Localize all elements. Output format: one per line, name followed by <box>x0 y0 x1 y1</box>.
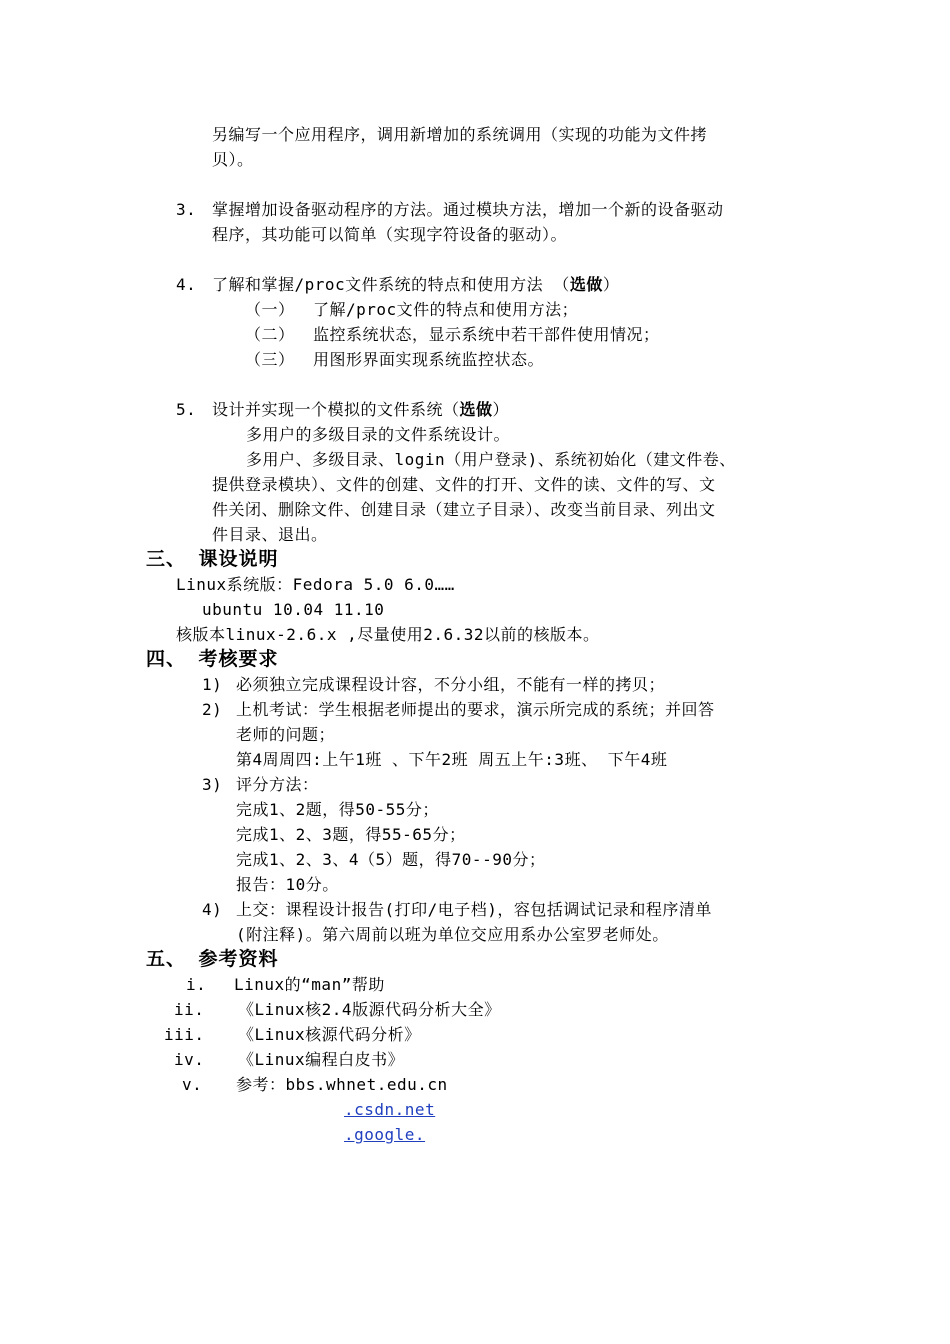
item4-sub1-number: （一） <box>245 300 295 319</box>
section3-line2: ubuntu 10.04 11.10 <box>202 600 385 619</box>
section4-item4-number: 4) <box>202 900 223 919</box>
section4-item3-line1: 评分方法： <box>236 775 319 794</box>
reference3-number: iii. <box>164 1025 205 1044</box>
section3-line1: Linux系统版：Fedora 5.0 6.0…… <box>176 575 455 594</box>
item3-number: 3. <box>176 200 197 219</box>
reference1-text: Linux的“man”帮助 <box>234 975 385 994</box>
item5-line5: 件关闭、删除文件、创建目录（建立子目录）、改变当前目录、列出文 <box>212 500 716 519</box>
section4-item4-line2: (附注释)。第六周前以班为单位交应用系办公室罗老师处。 <box>236 925 669 944</box>
item4-text: 了解和掌握/proc文件系统的特点和使用方法 （ <box>212 275 570 294</box>
section4-item4-line1: 上交：课程设计报告(打印/电子档)，容包括调试记录和程序清单 <box>236 900 712 919</box>
section4-item3-line3: 完成1、2、3题，得55-65分； <box>236 825 466 844</box>
section3-line3: 核版本linux-2.6.x ,尽量使用2.6.32以前的核版本。 <box>176 625 600 644</box>
section4-item2-line2: 老师的问题； <box>236 725 336 744</box>
item5-text: 设计并实现一个模拟的文件系统（ <box>212 400 460 419</box>
reference5-text: 参考：bbs.whnet.edu.cn <box>236 1075 448 1094</box>
item4-close: ） <box>602 275 620 294</box>
section4-item3-line2: 完成1、2题，得50-55分； <box>236 800 439 819</box>
item5-line3: 多用户、多级目录、login（用户登录)、系统初始化（建文件卷、 <box>246 450 736 469</box>
reference5-number: v. <box>182 1075 203 1094</box>
section4-item3-number: 3) <box>202 775 223 794</box>
reference2-number: ii. <box>174 1000 205 1019</box>
item5-line4: 提供登录模块）、文件的创建、文件的打开、文件的读、文件的写、文 <box>212 475 716 494</box>
reference3-text: 《Linux核源代码分析》 <box>238 1025 421 1044</box>
section4-item3-line5: 报告：10分。 <box>236 875 339 894</box>
reference4-number: iv. <box>174 1050 205 1069</box>
item4-sub1-text: 了解/proc文件的特点和使用方法； <box>313 300 579 319</box>
csdn-link[interactable]: .csdn.net <box>344 1100 436 1119</box>
item2-continuation-line2: 贝）。 <box>212 150 254 169</box>
reference4-text: 《Linux编程白皮书》 <box>238 1050 405 1069</box>
item4-title <box>212 274 619 296</box>
section4-item2-line3: 第4周周四:上午1班 、下午2班 周五上午:3班、 下午4班 <box>236 750 668 769</box>
section4-item3-line4: 完成1、2、3、4（5）题，得70--90分； <box>236 850 546 869</box>
item4-number: 4. <box>176 275 197 294</box>
item4-sub3-number: （三） <box>245 350 295 369</box>
reference1-number: i. <box>186 975 207 994</box>
google-link[interactable]: .google. <box>344 1125 426 1144</box>
item5-number: 5. <box>176 400 197 419</box>
section4-item2-number: 2) <box>202 700 223 719</box>
item5-line2: 多用户的多级目录的文件系统设计。 <box>246 425 511 444</box>
item2-continuation-line1: 另编写一个应用程序，调用新增加的系统调用（实现的功能为文件拷 <box>212 125 708 144</box>
item3-line1: 掌握增加设备驱动程序的方法。通过模块方法，增加一个新的设备驱动 <box>212 200 724 219</box>
item4-sub2-number: （二） <box>245 325 295 344</box>
section4-item1: 必须独立完成课程设计容，不分小组，不能有一样的拷贝； <box>236 675 666 694</box>
item3-line2: 程序，其功能可以简单（实现字符设备的驱动）。 <box>212 225 568 244</box>
item4-optional-label: 选做 <box>569 275 603 294</box>
section4-heading: 四、 考核要求 <box>146 648 279 670</box>
section4-item2-line1: 上机考试：学生根据老师提出的要求，演示所完成的系统；并回答 <box>236 700 715 719</box>
section4-item1-number: 1) <box>202 675 223 694</box>
item4-sub3-text: 用图形界面实现系统监控状态。 <box>313 350 545 369</box>
item5-close: ） <box>492 400 510 419</box>
item5-line6: 件目录、退出。 <box>212 525 328 544</box>
item5-optional-label: 选做 <box>459 400 493 419</box>
section5-heading: 五、 参考资料 <box>146 948 279 970</box>
item5-title <box>212 399 509 421</box>
section3-heading: 三、 课设说明 <box>146 548 279 570</box>
item4-sub2-text: 监控系统状态，显示系统中若干部件使用情况； <box>313 325 660 344</box>
reference2-text: 《Linux核2.4版源代码分析大全》 <box>238 1000 501 1019</box>
